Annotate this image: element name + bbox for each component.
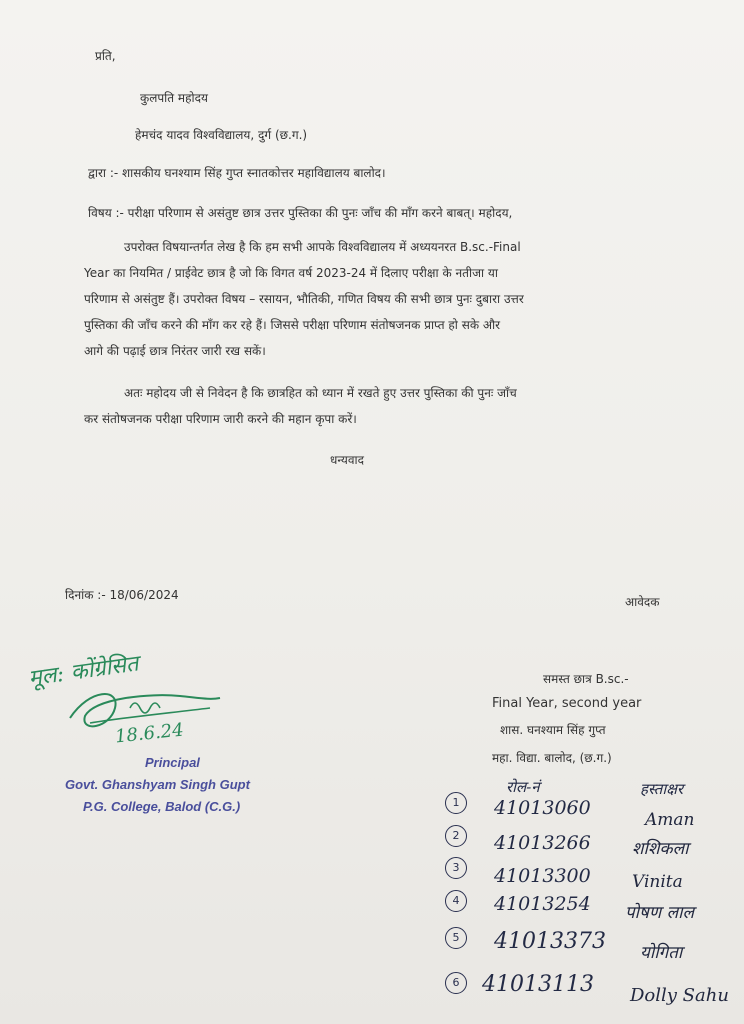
via-line: द्वारा :- शासकीय घनश्याम सिंह गुप्त स्नातकोत्तर महाविद्यालय बालोद। — [88, 166, 386, 180]
handwritten-forward-note: मूल: कोंग्रेसित — [27, 651, 141, 692]
roll-number: 41013266 — [494, 832, 591, 854]
student-signature: पोषण लाल — [625, 903, 695, 923]
body-line: उपरोक्त विषयान्तर्गत लेख है कि हम सभी आपके विश्वविद्यालय में अध्ययनरत B.sc.-Final — [124, 240, 521, 254]
applicant-label: आवेदक — [625, 595, 660, 609]
request-paragraph — [84, 380, 674, 432]
signature-date: 18.6.24 — [114, 719, 185, 748]
thanks-text: धन्यवाद — [330, 453, 365, 467]
student-signature: शशिकला — [632, 839, 689, 859]
date-line: दिनांक :- 18/06/2024 — [65, 588, 179, 602]
student-signature: योगिता — [640, 943, 683, 963]
student-signature: Dolly Sahu — [630, 985, 729, 1006]
recipient-title: कुलपति महोदय — [140, 91, 208, 105]
applicant-line-3: शास. घनश्याम सिंह गुप्त — [500, 723, 606, 737]
body-paragraph — [84, 234, 674, 364]
roll-number: 41013254 — [494, 893, 591, 915]
roll-number: 41013373 — [494, 929, 606, 954]
stamp-college-place: P.G. College, Balod (C.G.) — [83, 799, 241, 814]
student-signature: Aman — [645, 810, 695, 830]
applicant-line-2: Final Year, second year — [492, 696, 642, 711]
row-number: 2 — [445, 825, 467, 847]
body-line: परिणाम से असंतुष्ट हैं। उपरोक्त विषय – रसायन, भौतिकी, गणित विषय की सभी छात्र पुनः दुबारा उत्तर — [84, 292, 524, 306]
row-number: 4 — [445, 890, 467, 912]
student-signature: Vinita — [632, 872, 683, 892]
row-number: 5 — [445, 927, 467, 949]
applicant-line-4: महा. विद्या. बालोद, (छ.ग.) — [492, 751, 612, 765]
request-line: अतः महोदय जी से निवेदन है कि छात्रहित को ध्यान में रखते हुए उत्तर पुस्तिका की पुनः जाँच — [124, 386, 517, 400]
row-number: 3 — [445, 857, 467, 879]
salutation-to: प्रति, — [95, 49, 116, 63]
roll-number: 41013300 — [494, 865, 591, 887]
row-number: 6 — [445, 972, 467, 994]
body-line: आगे की पढ़ाई छात्र निरंतर जारी रख सकें। — [84, 344, 266, 358]
body-line: Year का नियमित / प्राईवेट छात्र है जो कि विगत वर्ष 2023-24 में दिलाए परीक्षा के नतीजा या — [84, 266, 498, 280]
row-number: 1 — [445, 792, 467, 814]
applicant-line-1: समस्त छात्र B.sc.- — [543, 672, 629, 686]
stamp-principal: Principal — [145, 755, 200, 770]
roll-number: 41013060 — [494, 797, 591, 819]
stamp-college-name: Govt. Ghanshyam Singh Gupt — [65, 777, 250, 792]
recipient-organization: हेमचंद यादव विश्वविद्यालय, दुर्ग (छ.ग.) — [135, 128, 308, 142]
subject-line: विषय :- परीक्षा परिणाम से असंतुष्ट छात्र उत्तर पुस्तिका की पुनः जाँच की माँग करने बाबत्। महोदय, — [88, 206, 513, 220]
request-line: कर संतोषजनक परीक्षा परिणाम जारी करने की महान कृपा करें। — [84, 412, 357, 426]
roll-number: 41013113 — [482, 972, 594, 997]
signature-header: हस्ताक्षर — [640, 780, 684, 798]
body-line: पुस्तिका की जाँच करने की माँग कर रहे हैं। जिससे परीक्षा परिणाम संतोषजनक प्राप्त हो सके और — [84, 318, 501, 332]
roll-number-header: रोल-नं — [506, 778, 540, 796]
